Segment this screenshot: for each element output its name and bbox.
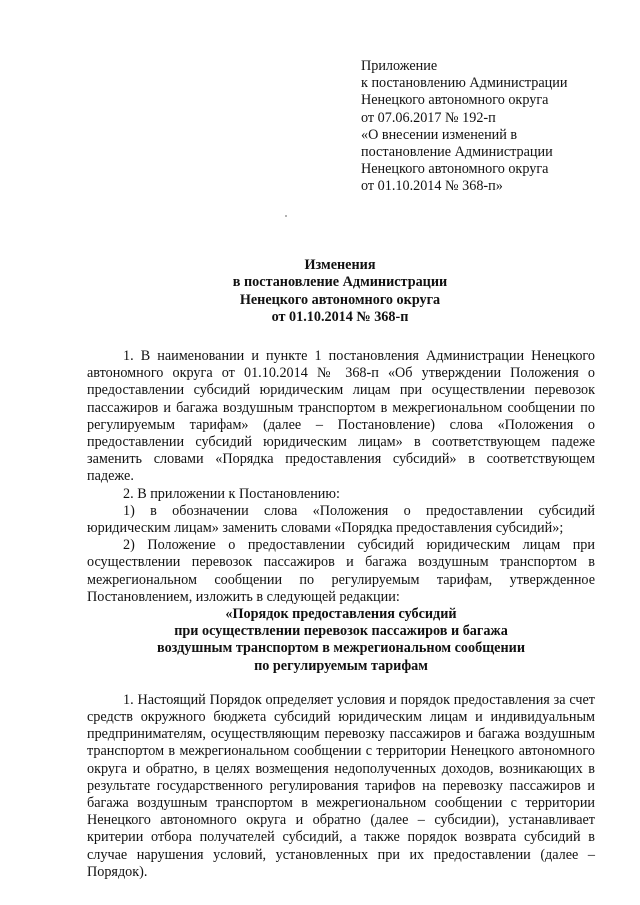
appendix-line: Приложение: [361, 58, 438, 74]
title-line: Ненецкого автономного округа: [239, 291, 441, 308]
document-title: [90, 257, 590, 327]
paragraph-3: 1) в обозначении слова «Положения о предоставлении субсидий юридическим лицам» заменить словами «Порядка предоставления субсидий»;: [87, 502, 595, 537]
order-title-line: по регулируемым тарифам: [254, 657, 428, 674]
paragraph-2: 2. В приложении к Постановлению:: [123, 485, 340, 502]
title-line: Изменения: [304, 257, 376, 273]
order-title-line: при осуществлении перевозок пассажиров и багажа: [174, 623, 508, 640]
appendix-line: Ненецкого автономного округа: [361, 161, 549, 178]
appendix-line: от 07.06.2017 № 192-п: [361, 109, 496, 126]
order-title-line: воздушным транспортом в межрегиональном сообщении: [157, 640, 525, 657]
order-title: [87, 606, 595, 675]
section-spacer: [87, 675, 595, 692]
title-line: от 01.10.2014 № 368-п: [271, 309, 409, 326]
appendix-line: «О внесении изменений в: [361, 126, 518, 143]
appendix-line: к постановлению Администрации: [361, 75, 568, 92]
title-line: в постановление Администрации: [232, 274, 448, 291]
appendix-line: Ненецкого автономного округа: [361, 92, 549, 109]
order-title-line: «Порядок предоставления субсидий: [225, 606, 457, 623]
paragraph-4: 2) Положение о предоставлении субсидий юридическим лицам при осуществлении перевозок пассажиров и багажа воздушным транспортом в межрегиональном сообщении по регулируемым тарифам, утвержденное Постановлением, изложить в следующей редакции:: [87, 537, 595, 605]
appendix-line: от 01.10.2014 № 368-п»: [361, 178, 503, 195]
appendix-line: постановление Администрации: [361, 144, 553, 161]
paragraph-1: 1. В наименовании и пункте 1 постановления Администрации Ненецкого автономного округа от 01.10.2014 № 368-п «Об утверждении Положения о предоставлении субсидий юридическим лицам при осуществлении перевозок пассажиров и багажа воздушным транспортом в межрегиональном сообщении по регулируемым тарифам» (далее – Постановление) слова «Положения о предоставлении субсидий юридическим лицам» в соответствующем падеже заменить словами «Порядка предоставления субсидий» в соответствующем падеже.: [87, 348, 595, 485]
scan-speck: [285, 215, 287, 217]
appendix-block: [361, 58, 611, 196]
paragraph-5: 1. Настоящий Порядок определяет условия и порядок предоставления за счет средств окружного бюджета субсидий юридическим лицам и индивидуальным предпринимателям, осуществляющим перевозку пассажиров и багажа воздушным транспортом в межрегиональном сообщении с территории Ненецкого автономного округа и обратно, в целях возмещения недополученных доходов, возникающих в результате государственного регулирования тарифов на перевозку пассажиров и багажа воздушным транспортом в межрегиональном сообщении с территории Ненецкого автономного округа и обратно (далее – субсидии), устанавливает критерии отбора получателей субсидий, а также порядок возврата субсидий в случае нарушения условий, установленных при их предоставлении (далее – Порядок).: [87, 691, 595, 880]
document-body: [87, 348, 595, 881]
